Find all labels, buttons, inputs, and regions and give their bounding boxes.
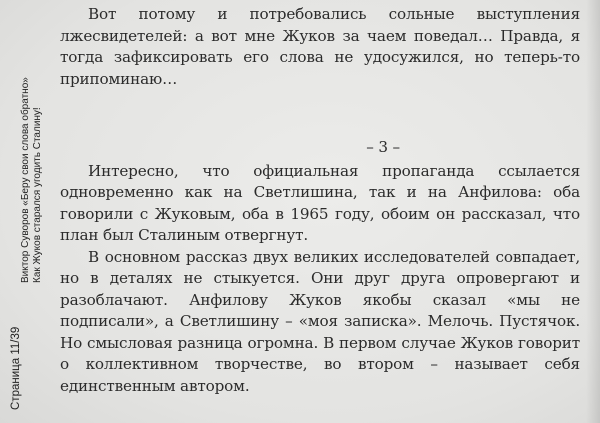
section-gap (60, 90, 580, 137)
chapter-title: Как Жуков старался угодить Сталину! (32, 107, 43, 283)
paragraph-2: Интересно, что официальная пропаганда ссылается одновременно как на Светлишина, так и на Анфилова: оба говорили с Жуковым, оба в 1965 году, обоим он рассказал, что план был Сталиным отвергнут. (60, 161, 580, 244)
book-title-block (20, 77, 44, 283)
page-sidebar (6, 0, 46, 423)
book-title: Виктор Суворов «Беру свои слова обратно» (20, 77, 31, 283)
paragraph-1: Вот потому и потребовались сольные выступления лжесвидетелей: а вот мне Жуков за чаем поведал… Правда, я тогда зафиксировать его слова не удосужился, но теперь-то припоминаю… (60, 5, 580, 88)
paragraph-3: В основном рассказ двух великих исследователей совпадает, но в деталях не стыкуется. Они друг друга опровергают и разоблачают. Анфилову Жуков якобы сказал «мы не подписали», а Светлишину – «моя записка». Мелочь. Пустячок. Но смысловая разница огромна. В первом случае Жуков говорит о коллективном творчестве, во втором – называет себя единственным автором. (60, 247, 580, 395)
page-number: Страница 11/39 (10, 326, 22, 410)
section-number: – 3 – (366, 138, 400, 156)
page-body (60, 4, 580, 397)
page-edge-shadow (586, 0, 600, 423)
